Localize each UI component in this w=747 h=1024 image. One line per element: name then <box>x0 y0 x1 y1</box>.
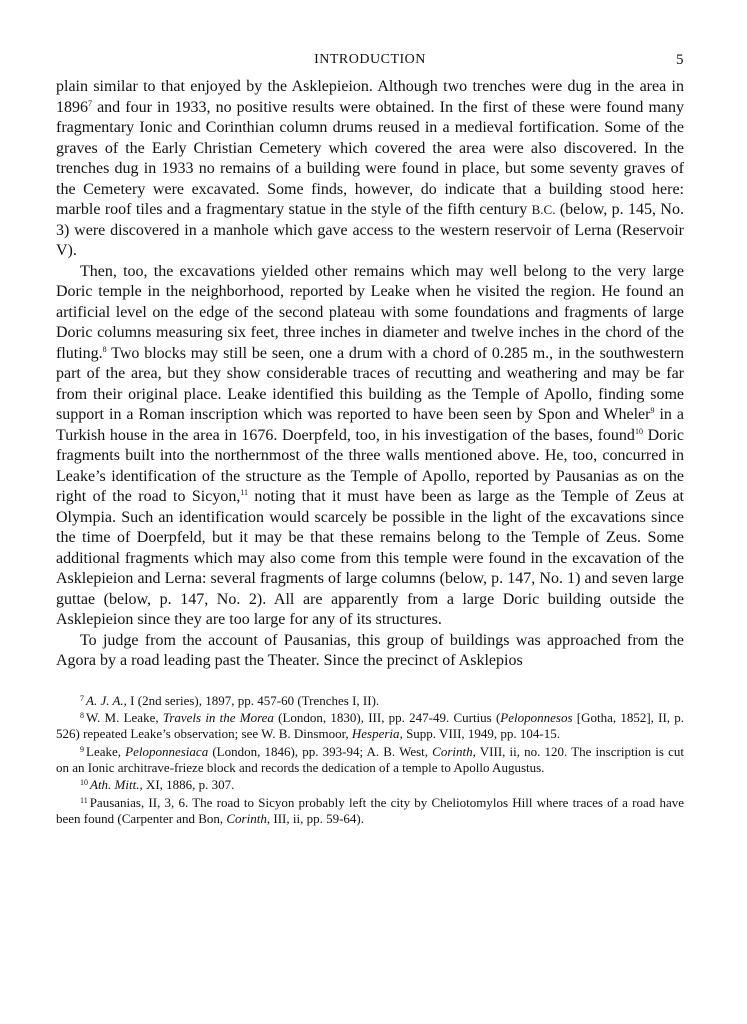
footnote-number: 7 <box>80 693 84 703</box>
main-text <box>56 77 684 672</box>
footnote-7 <box>56 691 684 709</box>
journal-title: Ath. Mitt. <box>90 777 140 793</box>
running-header <box>56 52 684 74</box>
footnote-11 <box>56 793 684 827</box>
footnote-ref-10: 10 <box>634 426 643 436</box>
footnote-number: 10 <box>80 778 88 788</box>
book-title: Peloponnesiaca <box>125 743 209 759</box>
text-run: Then, too, the excavations yielded other remains which may well belong to the very large Doric temple in the neighborhood, reported by Leake when he visited the region. He found an artificial level on the edge of the second plateau with some foundations and fragments of large Doric columns measuring six feet, three inches in diameter and twelve inches in the chord of the fluting. <box>56 262 684 362</box>
text-run: Two blocks may still be seen, one a drum with a chord of 0.285 m., in the southwestern part of the area, but they show considerable traces of recutting and weathering and may be far from their original place. Leake identified this building as the Temple of Apollo, finding some support in a Roman inscription which was reported to have been seen by Spon and Wheler <box>56 344 684 423</box>
text-run: noting that it must have been as large as the Temple of Zeus at Olympia. Such an identification would scarcely be possible in the light of the excavations since the time of Doerpfeld, but it may be that these remains belong to the Temple of Zeus. Some additional fragments which may also come from this temple were found in the excavation of the Asklepieion and Lerna: several fragments of large columns (below, p. 147, No. 1) and seven large guttae (below, p. 147, No. 2). All are apparently from a large Doric building outside the Asklepieion since they are too large for any of its structures. <box>56 488 684 628</box>
text-run: , VIII, ii, no. 120. The inscription is cut on an Ionic architrave-frieze block and records the dedication of a temple to Apollo Augustus. <box>56 743 684 775</box>
footnote-10 <box>56 775 684 793</box>
paragraph-2 <box>56 262 684 631</box>
text-run: W. M. Leake, <box>86 710 163 726</box>
paragraph-1 <box>56 77 684 262</box>
text-run: [Gotha, 1852], II, p. 526) repeated Leake’s observation; see W. B. Dinsmoor, <box>56 710 684 742</box>
text-run: and four in 1933, no positive results were obtained. In the first of these were found many fragmentary Ionic and Corinthian column drums reused in a medieval fortification. Some of the graves of the Early Christian Cemetery which covered the area were also discovered. In the trenches dug in 1933 no remains of a building were found in place, but some seventy graves of the Cemetery were excavated. Some finds, however, do indicate that a building stood here: marble roof tiles and a fragmentary statue in the style of the fifth century <box>56 98 684 218</box>
page-number: 5 <box>676 52 684 68</box>
book-title: Travels in the Morea <box>162 710 274 726</box>
text-run: Pausanias, II, 3, 6. The road to Sicyon probably left the city by Cheliotomylos Hill where traces of a road have been found (Carpenter and Bon, <box>56 795 684 827</box>
footnote-number: 8 <box>80 711 84 721</box>
footnote-ref-9: 9 <box>650 406 655 415</box>
text-run: , XI, 1886, p. 307. <box>139 777 235 793</box>
footnote-ref-8: 8 <box>102 344 107 354</box>
text-run: Leake, <box>86 743 126 759</box>
text-run: , I (2nd series), 1897, pp. 457-60 (Trenches I, II). <box>123 692 380 708</box>
running-title: INTRODUCTION <box>314 52 426 67</box>
text-run: , III, ii, pp. 59-64). <box>266 811 364 827</box>
footnotes <box>56 691 684 827</box>
footnote-9 <box>56 742 684 776</box>
text-run: (London, 1830), III, pp. 247-49. Curtius ( <box>273 710 501 726</box>
paragraph-3 <box>56 631 684 672</box>
journal-title: A. J. A. <box>86 692 124 708</box>
footnote-ref-11: 11 <box>240 488 249 497</box>
text-run: To judge from the account of Pausanias, this group of buildings was approached from the Agora by a road leading past the Theater. Since the precinct of Asklepios <box>56 631 684 669</box>
text-run: plain similar to that enjoyed by the Asklepieion. Although two trenches were dug in the area in 1896 <box>56 78 684 116</box>
book-title: Corinth <box>226 811 267 827</box>
text-run: (London, 1846), pp. 393-94; A. B. West, <box>208 743 433 759</box>
book-title: Corinth <box>432 743 473 759</box>
footnote-number: 11 <box>80 796 88 806</box>
book-title: Peloponnesos <box>500 710 573 726</box>
text-run: in a Turkish house in the area in 1676. Doerpfeld, too, in his investigation of the bases, found <box>56 406 685 444</box>
book-page <box>56 52 684 827</box>
text-run: , Supp. VIII, 1949, pp. 104-15. <box>399 726 561 742</box>
era-abbreviation: B.C. <box>531 202 556 217</box>
footnote-ref-7: 7 <box>88 98 92 108</box>
text-run: Doric fragments built into the northernmost of the three walls mentioned above. He, too, concurred in Leake’s identification of the structure as the Temple of Apollo, reported by Pausanias as on the right of the road to Sicyon, <box>56 426 684 505</box>
footnote-number: 9 <box>80 744 84 754</box>
text-run: (below, p. 145, No. 3) were discovered in a manhole which gave access to the western reservoir of Lerna (Reservoir V). <box>56 201 684 259</box>
footnote-8 <box>56 708 684 742</box>
journal-title: Hesperia <box>351 726 400 742</box>
